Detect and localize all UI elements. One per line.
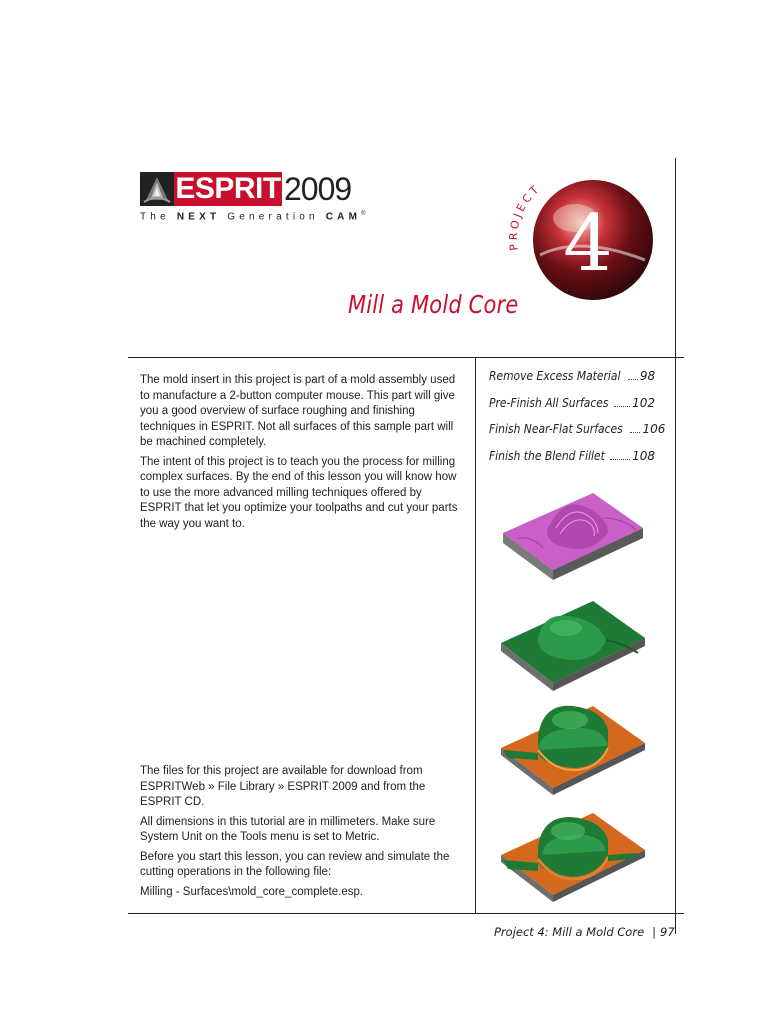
column-rule [475,357,476,914]
part-image-roughed [498,598,648,698]
intro-paragraph: The intent of this project is to teach you the process for milling complex surfaces. By the end of this lesson you will know how to use the more advanced milling techniques offered by ESPRIT that let you optimize your toolpaths and cut your parts the way you want to. [140,455,458,530]
toc-label: Finish Near-Flat Surfaces [489,421,623,436]
toc-label: Remove Excess Material [489,368,621,383]
part-image-finished [498,805,648,905]
logo-tagline [140,211,366,222]
files-text [140,764,462,904]
part-image-prefinished [498,698,648,798]
vertical-rule [675,158,676,934]
bottom-rule [128,913,684,914]
files-paragraph: The files for this project are available for download from ESPRITWeb » File Library » ESPRIT 2009 and from the ESPRIT CD. [140,765,426,808]
toc-item-finish-near-flat-surfaces[interactable] [489,421,666,448]
toc-item-pre-finish-all-surfaces[interactable] [489,395,655,422]
intro-text [140,373,462,536]
toc-page: 106 [642,422,666,436]
badge-number: 4 [563,199,613,289]
files-paragraph: Before you start this lesson, you can review and simulate the cutting operations in the following file: [140,850,450,878]
page-title: Mill a Mold Core [348,290,519,319]
files-paragraph: Milling - Surfaces\mold_core_complete.esp. [140,885,364,898]
footer-title: Project 4: Mill a Mold Core [494,925,645,939]
project-badge [500,160,670,310]
badge-project-word: PROJECT [506,181,544,252]
tagline-the: The [140,211,170,223]
toc-item-remove-excess-material[interactable] [489,368,655,395]
part-image-stock [498,488,648,588]
page-footer: Project 4: Mill a Mold Core | 97 [494,925,675,939]
tagline-next: NEXT [176,211,221,223]
intro-paragraph: The mold insert in this project is part of a mold assembly used to manufacture a 2-button computer mouse. This part will give you a good overview of surface roughing and finishing techniques in ESPRIT. Not all surfaces of this sample part will be machined completely. [140,374,456,448]
tagline-trademark: ® [361,211,366,217]
section-toc [489,368,666,474]
esprit-logo-brand: ESPRIT [175,172,281,205]
tagline-generation: Generation [227,211,319,223]
files-paragraph: All dimensions in this tutorial are in millimeters. Make sure System Unit on the Tools menu is set to Metric. [140,815,436,843]
toc-page: 102 [632,395,655,410]
toc-page: 98 [639,369,656,383]
top-rule [128,357,684,358]
toc-label: Pre-Finish All Surfaces [489,394,609,410]
toc-item-finish-the-blend-fillet[interactable] [489,448,655,475]
esprit-emblem-icon [140,172,174,206]
toc-page: 108 [632,448,655,463]
esprit-logo-year: 2009 [284,171,352,207]
footer-page-number: 97 [660,925,675,939]
toc-label: Finish the Blend Fillet [489,447,605,463]
tagline-cam: CAM [325,211,362,223]
